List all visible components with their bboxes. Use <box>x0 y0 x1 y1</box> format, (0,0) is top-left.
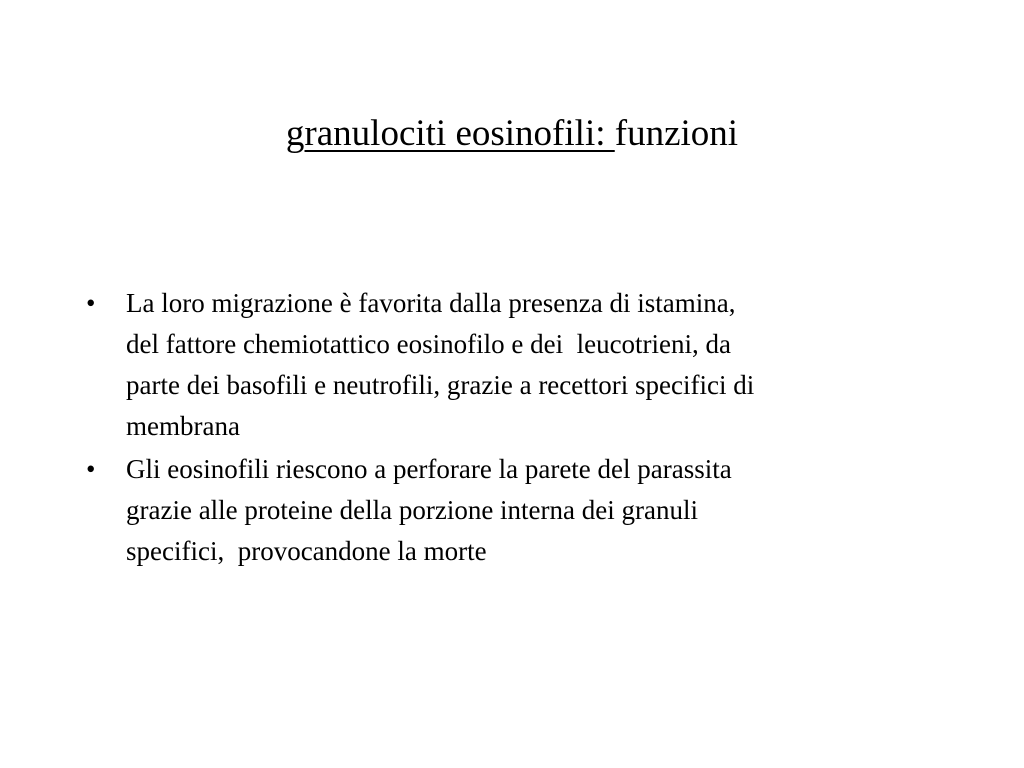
bullet-text-line: grazie alle proteine della porzione interna dei granuli <box>126 495 698 525</box>
bullet-marker: • <box>86 288 96 318</box>
bullet-text-line: membrana <box>126 411 240 441</box>
slide-title <box>0 112 1024 156</box>
bullet-text-line: parte dei basofili e neutrofili, grazie a recettori specifici di <box>126 370 755 400</box>
bullet-item <box>86 283 946 447</box>
bullet-list <box>86 283 946 574</box>
title-underlined-part: granulociti eosinofili: <box>285 113 615 154</box>
title-plain-part: funzioni <box>614 113 739 154</box>
bullet-text-line: del fattore chemiotattico eosinofilo e dei leucotrieni, da <box>126 329 732 359</box>
bullet-marker: • <box>86 454 96 484</box>
bullet-text-line: specifici, provocandone la morte <box>126 536 487 566</box>
bullet-item <box>86 449 946 572</box>
bullet-text-line: Gli eosinofili riescono a perforare la parete del parassita <box>126 454 732 484</box>
bullet-text-line: La loro migrazione è favorita dalla presenza di istamina, <box>126 288 736 318</box>
